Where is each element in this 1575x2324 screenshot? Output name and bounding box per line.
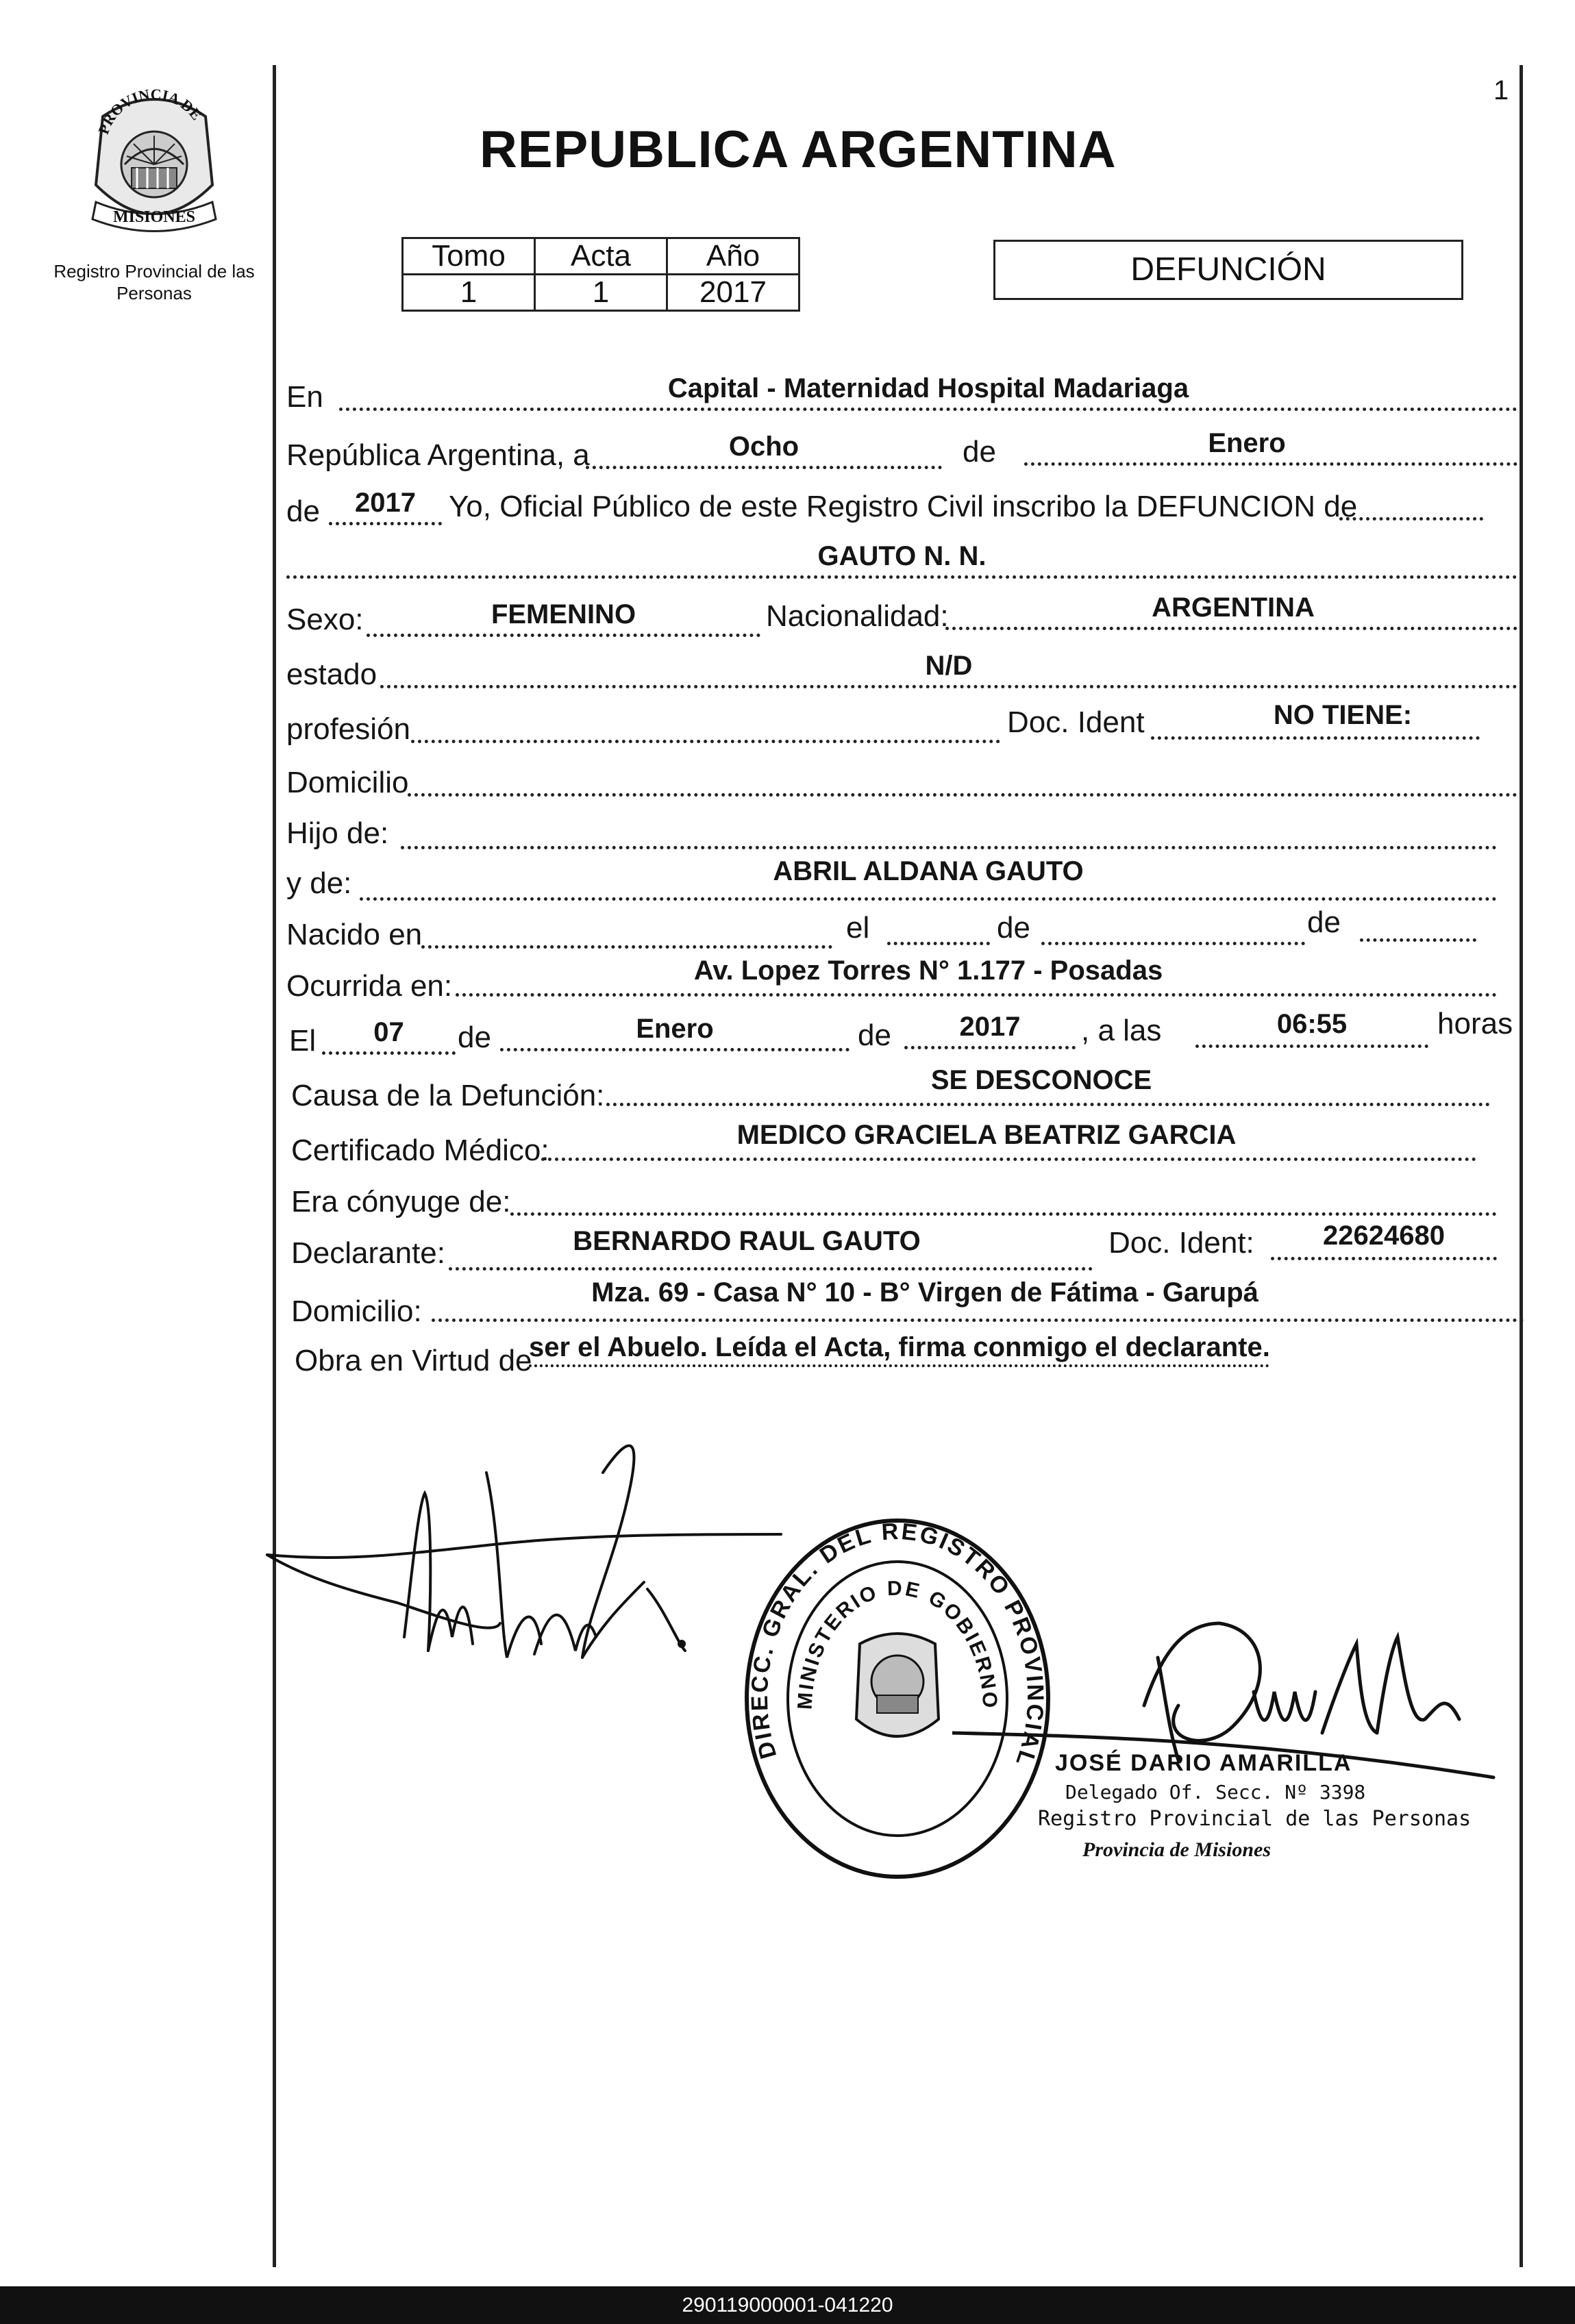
- anio-header: Año: [667, 238, 799, 275]
- dotted-line: [887, 942, 990, 945]
- deceased-name: GAUTO N. N.: [817, 541, 987, 571]
- y-de-value: ABRIL ALDANA GAUTO: [773, 856, 1084, 886]
- a-las-label: , a las: [1081, 1014, 1162, 1047]
- officer-office: Registro Provincial de las Personas: [1038, 1807, 1472, 1831]
- decl-domicilio-value: Mza. 69 - Casa N° 10 - B° Virgen de Fátima - Garupá: [591, 1277, 1258, 1308]
- nacionalidad-label: Nacionalidad:: [766, 599, 949, 633]
- declarante-doc-value: 22624680: [1323, 1221, 1445, 1251]
- dotted-line: [1195, 1045, 1428, 1048]
- doc-ident-value: NO TIENE:: [1273, 700, 1413, 730]
- causa-value: SE DESCONOCE: [930, 1065, 1152, 1095]
- page-number: 1: [1493, 75, 1509, 105]
- death-time: 06:55: [1276, 1009, 1348, 1039]
- page-title: REPUBLICA ARGENTINA: [480, 121, 1117, 179]
- estado-value: N/D: [925, 651, 973, 681]
- dotted-line: [586, 466, 942, 469]
- crest-banner-text: MISIONES: [112, 208, 196, 226]
- registration-month: Enero: [1208, 428, 1286, 458]
- dotted-line: [1151, 736, 1480, 740]
- en-label: En: [286, 380, 323, 414]
- certificado-label: Certificado Médico:: [291, 1134, 549, 1167]
- de-label: de: [963, 435, 996, 468]
- seal-inner-text: MINISTERIO DE GOBIERNO: [793, 1577, 1002, 1711]
- sexo-value: FEMENINO: [491, 599, 636, 629]
- dotted-line: [286, 575, 1517, 579]
- de-label: de: [458, 1021, 491, 1054]
- document-type-box: DEFUNCIÓN: [993, 240, 1463, 300]
- crest-arc-text: PROVINCIA DE: [95, 85, 206, 137]
- el-cap-label: El: [289, 1024, 317, 1058]
- dotted-line: [380, 685, 1517, 688]
- inscribe-text: Yo, Oficial Público de este Registro Civil inscribo la DEFUNCION de: [449, 490, 1358, 523]
- y-de-label: y de:: [286, 866, 352, 900]
- anio-value: 2017: [667, 275, 799, 311]
- el-label: el: [846, 911, 870, 945]
- obra-label: Obra en Virtud de: [295, 1344, 532, 1377]
- ocurrida-label: Ocurrida en:: [286, 969, 453, 1003]
- province-crest-logo: [75, 82, 233, 247]
- dotted-line: [500, 1048, 849, 1051]
- nacionalidad-value: ARGENTINA: [1152, 592, 1315, 623]
- dotted-line: [329, 522, 442, 525]
- de-label: de: [858, 1019, 891, 1052]
- dotted-line: [1271, 1257, 1497, 1260]
- officer-province: Provincia de Misiones: [1082, 1838, 1271, 1861]
- sexo-label: Sexo:: [286, 603, 364, 636]
- dotted-line: [411, 740, 1000, 743]
- dotted-line: [606, 1103, 1490, 1106]
- de-label: de: [286, 495, 320, 528]
- right-margin-line: [1520, 65, 1523, 2267]
- dotted-line: [1339, 517, 1483, 521]
- obra-value: ser el Abuelo. Leída el Acta, firma conmigo el declarante.: [529, 1332, 1270, 1362]
- registration-year: 2017: [355, 488, 416, 518]
- dotted-line: [456, 993, 1497, 997]
- dotted-line: [421, 945, 832, 949]
- profesion-label: profesión: [286, 712, 411, 746]
- acta-header: Acta: [535, 238, 667, 275]
- ocurrida-value: Av. Lopez Torres N° 1.177 - Posadas: [693, 955, 1163, 986]
- estado-label: estado: [286, 658, 377, 691]
- death-day: 07: [373, 1017, 404, 1047]
- causa-label: Causa de la Defunción:: [291, 1079, 605, 1112]
- dotted-line: [339, 408, 1517, 411]
- conyuge-label: Era cónyuge de:: [291, 1185, 511, 1219]
- nacido-label: Nacido en: [286, 918, 423, 951]
- declarant-signature: [260, 1432, 808, 1719]
- registration-day: Ocho: [728, 432, 799, 462]
- dotted-line: [360, 897, 1497, 901]
- decl-domicilio-label: Domicilio:: [291, 1295, 422, 1328]
- dotted-line: [449, 1267, 1093, 1271]
- tomo-header: Tomo: [403, 238, 535, 275]
- dotted-line: [322, 1051, 456, 1055]
- domicilio-label: Domicilio: [286, 766, 409, 799]
- officer-role: Delegado Of. Secc. Nº 3398: [1065, 1781, 1366, 1803]
- dotted-line: [1360, 938, 1476, 942]
- death-month: Enero: [636, 1014, 714, 1044]
- death-year: 2017: [959, 1012, 1021, 1042]
- dotted-line: [904, 1046, 1076, 1049]
- dotted-line: [401, 846, 1497, 849]
- declarante-label: Declarante:: [291, 1236, 446, 1270]
- registry-label: Registro Provincial de las Personas: [53, 261, 255, 303]
- de-label: de: [1307, 905, 1341, 939]
- republica-label: República Argentina, a: [286, 438, 590, 472]
- dotted-line: [408, 793, 1517, 797]
- de-label: de: [997, 911, 1030, 945]
- footer-code: 290119000001-041220: [0, 2286, 1575, 2324]
- tomo-value: 1: [403, 275, 535, 311]
- seal-outer-text: DIRECC. GRAL. DEL REGISTRO PROVINCIAL: [746, 1518, 1049, 1771]
- dotted-line: [1024, 462, 1517, 466]
- officer-name: JOSÉ DARIO AMARILLA: [1055, 1750, 1352, 1776]
- hijo-label: Hijo de:: [286, 816, 389, 850]
- certificado-value: MEDICO GRACIELA BEATRIZ GARCIA: [736, 1120, 1237, 1150]
- dotted-line: [541, 1158, 1476, 1161]
- dotted-line: [945, 627, 1517, 630]
- declarante-value: BERNARDO RAUL GAUTO: [573, 1226, 921, 1256]
- record-table: [401, 237, 800, 312]
- doc-ident-label: Doc. Ident: [1007, 705, 1145, 739]
- dotted-line: [1041, 942, 1305, 945]
- horas-label: horas: [1437, 1007, 1513, 1040]
- left-margin-line: [273, 65, 276, 2267]
- dotted-line: [510, 1212, 1497, 1216]
- acta-value: 1: [535, 275, 667, 311]
- dotted-line: [367, 634, 760, 637]
- place-of-registration: Capital - Maternidad Hospital Madariaga: [667, 373, 1189, 403]
- dotted-line: [432, 1319, 1524, 1322]
- declarante-doc-label: Doc. Ident:: [1108, 1226, 1254, 1260]
